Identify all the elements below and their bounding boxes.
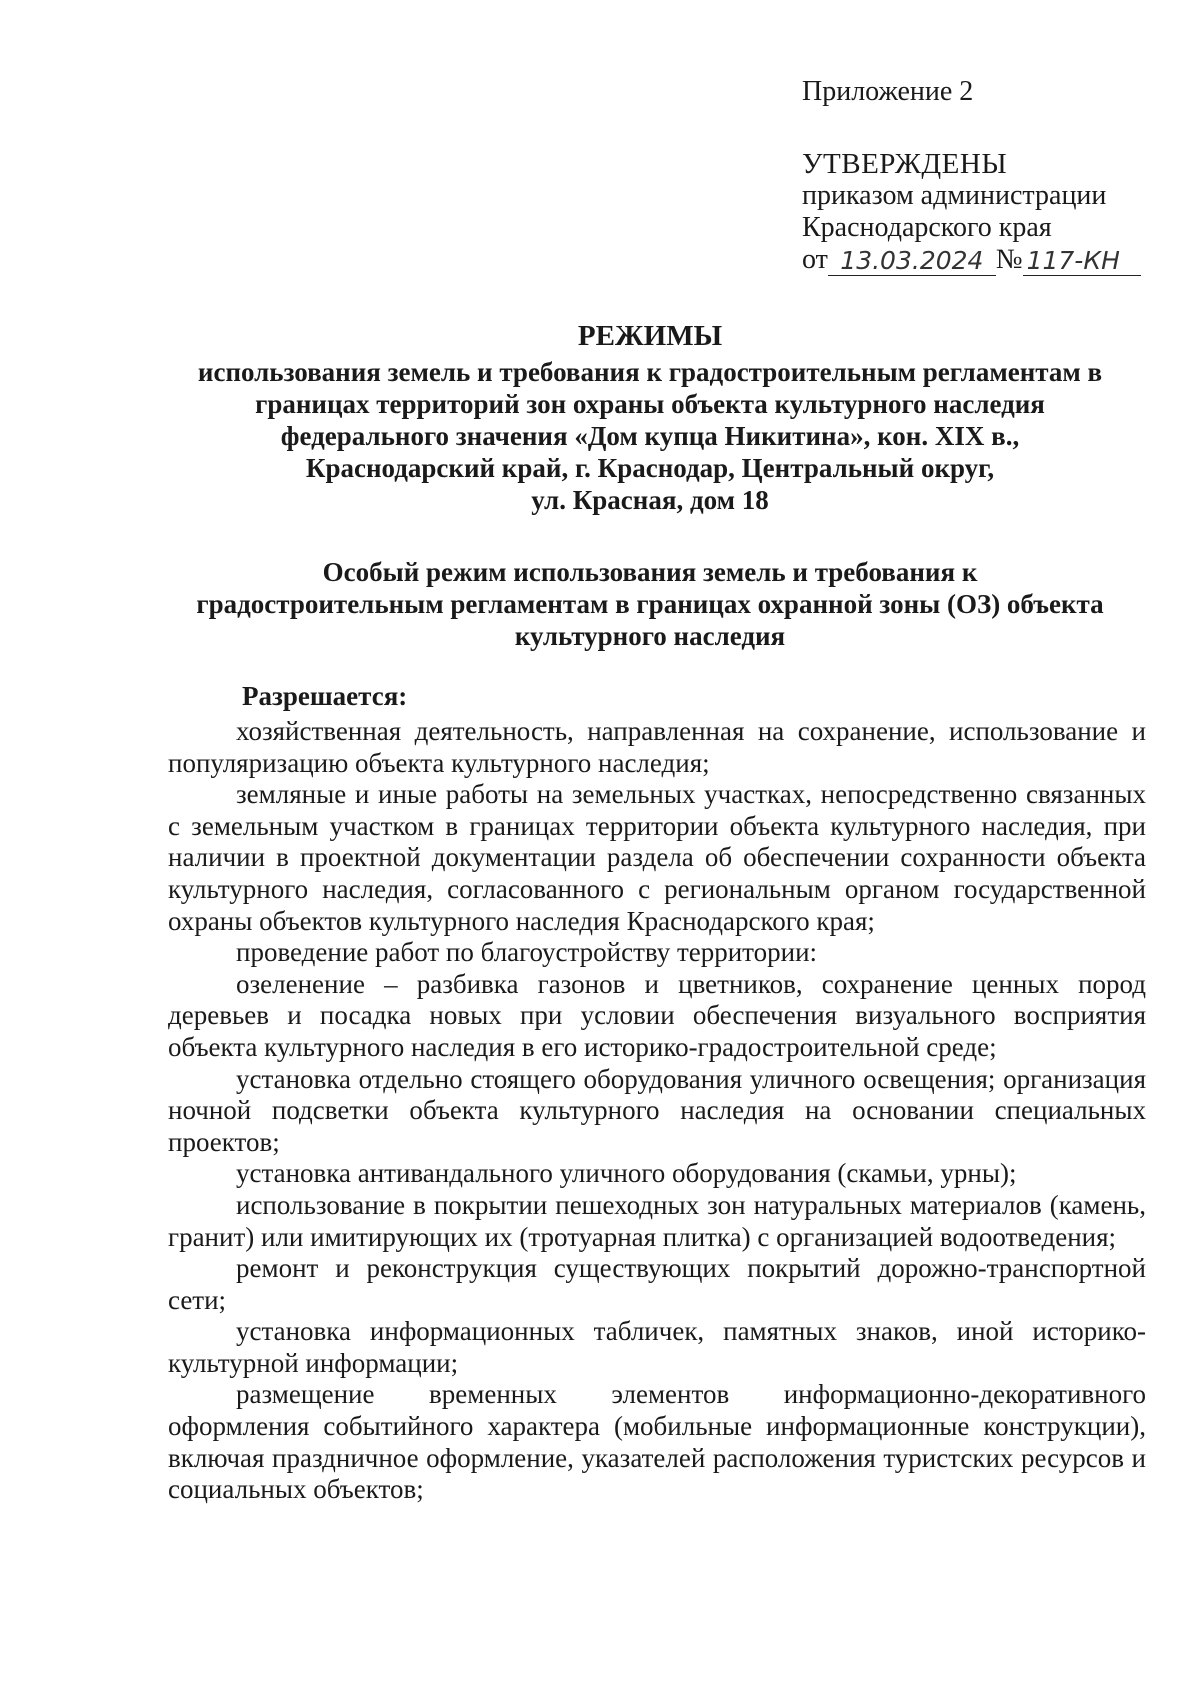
allowed-heading: Разрешается:: [242, 681, 408, 711]
paragraph: установка информационных табличек, памятных знаков, иной историко-культурной информации;: [168, 1316, 1146, 1378]
paragraph: установка отдельно стоящего оборудования уличного освещения; организация ночной подсветки объекта культурного наследия на основании специальных проектов;: [168, 1063, 1146, 1157]
order-number-handwritten: 117-КН: [1023, 247, 1141, 276]
allowed-list: [168, 716, 1146, 1506]
paragraph: проведение работ по благоустройству территории:: [236, 937, 818, 968]
paragraph: размещение временных элементов информационно-декоративного оформления событийного характера (мобильные информационные конструкции), включая праздничное оформление, указателей расположения туристских ресурсов и социальных объектов;: [168, 1379, 1146, 1505]
paragraph: ремонт и реконструкция существующих покрытий дорожно-транспортной сети;: [168, 1253, 1146, 1315]
number-sign: №: [995, 244, 1023, 275]
paragraph: хозяйственная деятельность, направленная на сохранение, использование и популяризацию объекта культурного наследия;: [168, 716, 1146, 778]
title-line: федерального значения «Дом купца Никитина», кон. XIX в.,: [280, 421, 1020, 451]
order-date-handwritten: 13.03.2024: [828, 247, 996, 276]
order-line-2: Краснодарского края: [802, 212, 1052, 243]
subtitle-line: культурного наследия: [514, 621, 786, 651]
subtitle-line: градостроительным регламентам в границах охранной зоны (ОЗ) объекта: [196, 589, 1104, 619]
from-prefix: от: [802, 244, 828, 275]
approved-label: УТВЕРЖДЕНЫ: [802, 148, 1008, 180]
document-title: [150, 320, 1150, 516]
title-line: использования земель и требования к градостроительным регламентам в: [197, 357, 1103, 387]
section-title: [150, 556, 1150, 652]
title-line: ул. Красная, дом 18: [531, 485, 769, 515]
title-line: границах территорий зон охраны объекта культурного наследия: [255, 389, 1045, 419]
paragraph: озеленение – разбивка газонов и цветников, сохранение ценных пород деревьев и посадка новых при условии обеспечения визуального восприятия объекта культурного наследия в его историко-градостроительной среде;: [168, 968, 1146, 1062]
appendix-label: Приложение 2: [802, 76, 974, 107]
title-line: Краснодарский край, г. Краснодар, Центральный округ,: [305, 453, 995, 483]
order-line-1: приказом администрации: [802, 180, 1107, 211]
order-date-number-line: [802, 244, 1162, 276]
paragraph: установка антивандального уличного оборудования (скамьи, урны);: [236, 1158, 1017, 1189]
paragraph: использование в покрытии пешеходных зон натуральных материалов (камень, гранит) или имитирующих их (тротуарная плитка) с организацией водоотведения;: [168, 1189, 1146, 1252]
subtitle-line: Особый режим использования земель и требования к: [322, 557, 978, 587]
approval-block: [802, 76, 1162, 276]
title-main: РЕЖИМЫ: [577, 320, 723, 352]
paragraph: земляные и иные работы на земельных участках, непосредственно связанных с земельным участком в границах территории объекта культурного наследия, при наличии в проектной документации раздела об обеспечении сохранности объекта культурного наследия, согласованного с региональным органом государственной охраны объектов культурного наследия Краснодарского края;: [168, 779, 1146, 936]
